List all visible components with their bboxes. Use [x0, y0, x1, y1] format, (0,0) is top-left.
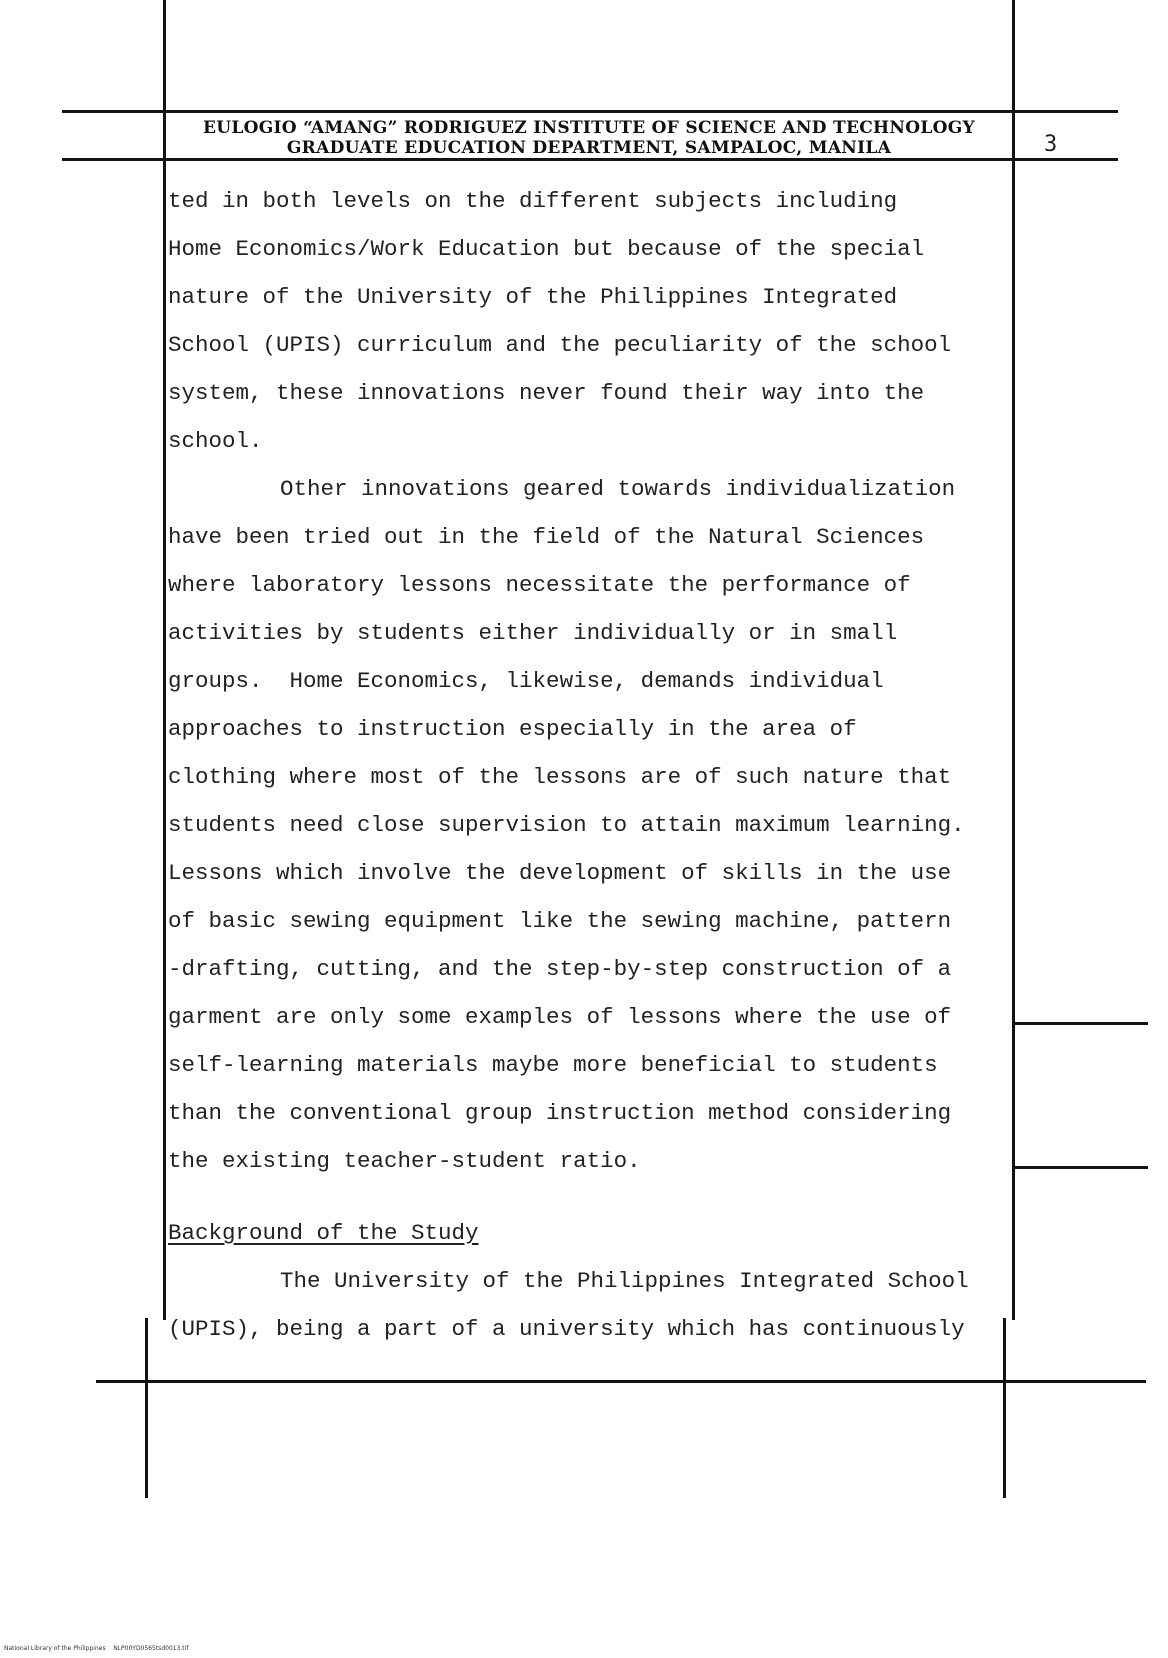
header-top-rule	[62, 110, 1118, 113]
left-margin-rule-lower	[145, 1318, 148, 1498]
text-line: activities by students either individually or in small	[168, 620, 898, 646]
header-bottom-rule	[62, 158, 1118, 161]
text-line: (UPIS), being a part of a university which has continuously	[168, 1316, 965, 1342]
text-line: have been tried out in the field of the Natural Sciences	[168, 524, 925, 550]
text-line: than the conventional group instruction method considering	[168, 1100, 952, 1126]
page-number: 3	[1044, 132, 1058, 157]
margin-tick-lower	[1014, 1166, 1148, 1169]
text-line: approaches to instruction especially in the area of	[168, 716, 857, 742]
paragraph-start-line: The University of the Philippines Integrated School	[280, 1268, 969, 1294]
institution-name: EULOGIO “AMANG” RODRIGUEZ INSTITUTE OF SCIENCE AND TECHNOLOGY	[202, 118, 975, 138]
text-line: garment are only some examples of lessons where the use of	[168, 1004, 952, 1030]
text-line: Home Economics/Work Education but because of the special	[168, 236, 925, 262]
text-line: students need close supervision to attain maximum learning.	[168, 812, 965, 838]
text-line: -drafting, cutting, and the step-by-step construction of a	[168, 956, 952, 982]
right-margin-rule	[1012, 0, 1015, 1320]
text-line: ted in both levels on the different subjects including	[168, 188, 898, 214]
left-margin-rule	[163, 0, 166, 1320]
margin-tick-upper	[1014, 1022, 1148, 1025]
department-name: GRADUATE EDUCATION DEPARTMENT, SAMPALOC, MANILA	[286, 138, 892, 158]
letterhead	[168, 118, 1010, 158]
paragraph-start-line: Other innovations geared towards individualization	[280, 476, 956, 502]
text-line: groups. Home Economics, likewise, demands individual	[168, 668, 884, 694]
text-line: school.	[168, 428, 263, 454]
archive-footer-note: National Library of the Philippines NLP00YD0565tsd0013.tif	[4, 1645, 189, 1652]
text-line: School (UPIS) curriculum and the peculiarity of the school	[168, 332, 952, 358]
text-line: of basic sewing equipment like the sewing machine, pattern	[168, 908, 952, 934]
text-line: nature of the University of the Philippines Integrated	[168, 284, 898, 310]
text-line: clothing where most of the lessons are of such nature that	[168, 764, 952, 790]
section-heading: Background of the Study	[168, 1220, 479, 1246]
text-line: the existing teacher-student ratio.	[168, 1148, 641, 1174]
footer-rule	[96, 1380, 1146, 1383]
text-line: where laboratory lessons necessitate the performance of	[168, 572, 911, 598]
right-margin-rule-lower	[1003, 1318, 1006, 1498]
text-line: Lessons which involve the development of skills in the use	[168, 860, 952, 886]
text-line: system, these innovations never found their way into the	[168, 380, 925, 406]
text-line: self-learning materials maybe more beneficial to students	[168, 1052, 938, 1078]
